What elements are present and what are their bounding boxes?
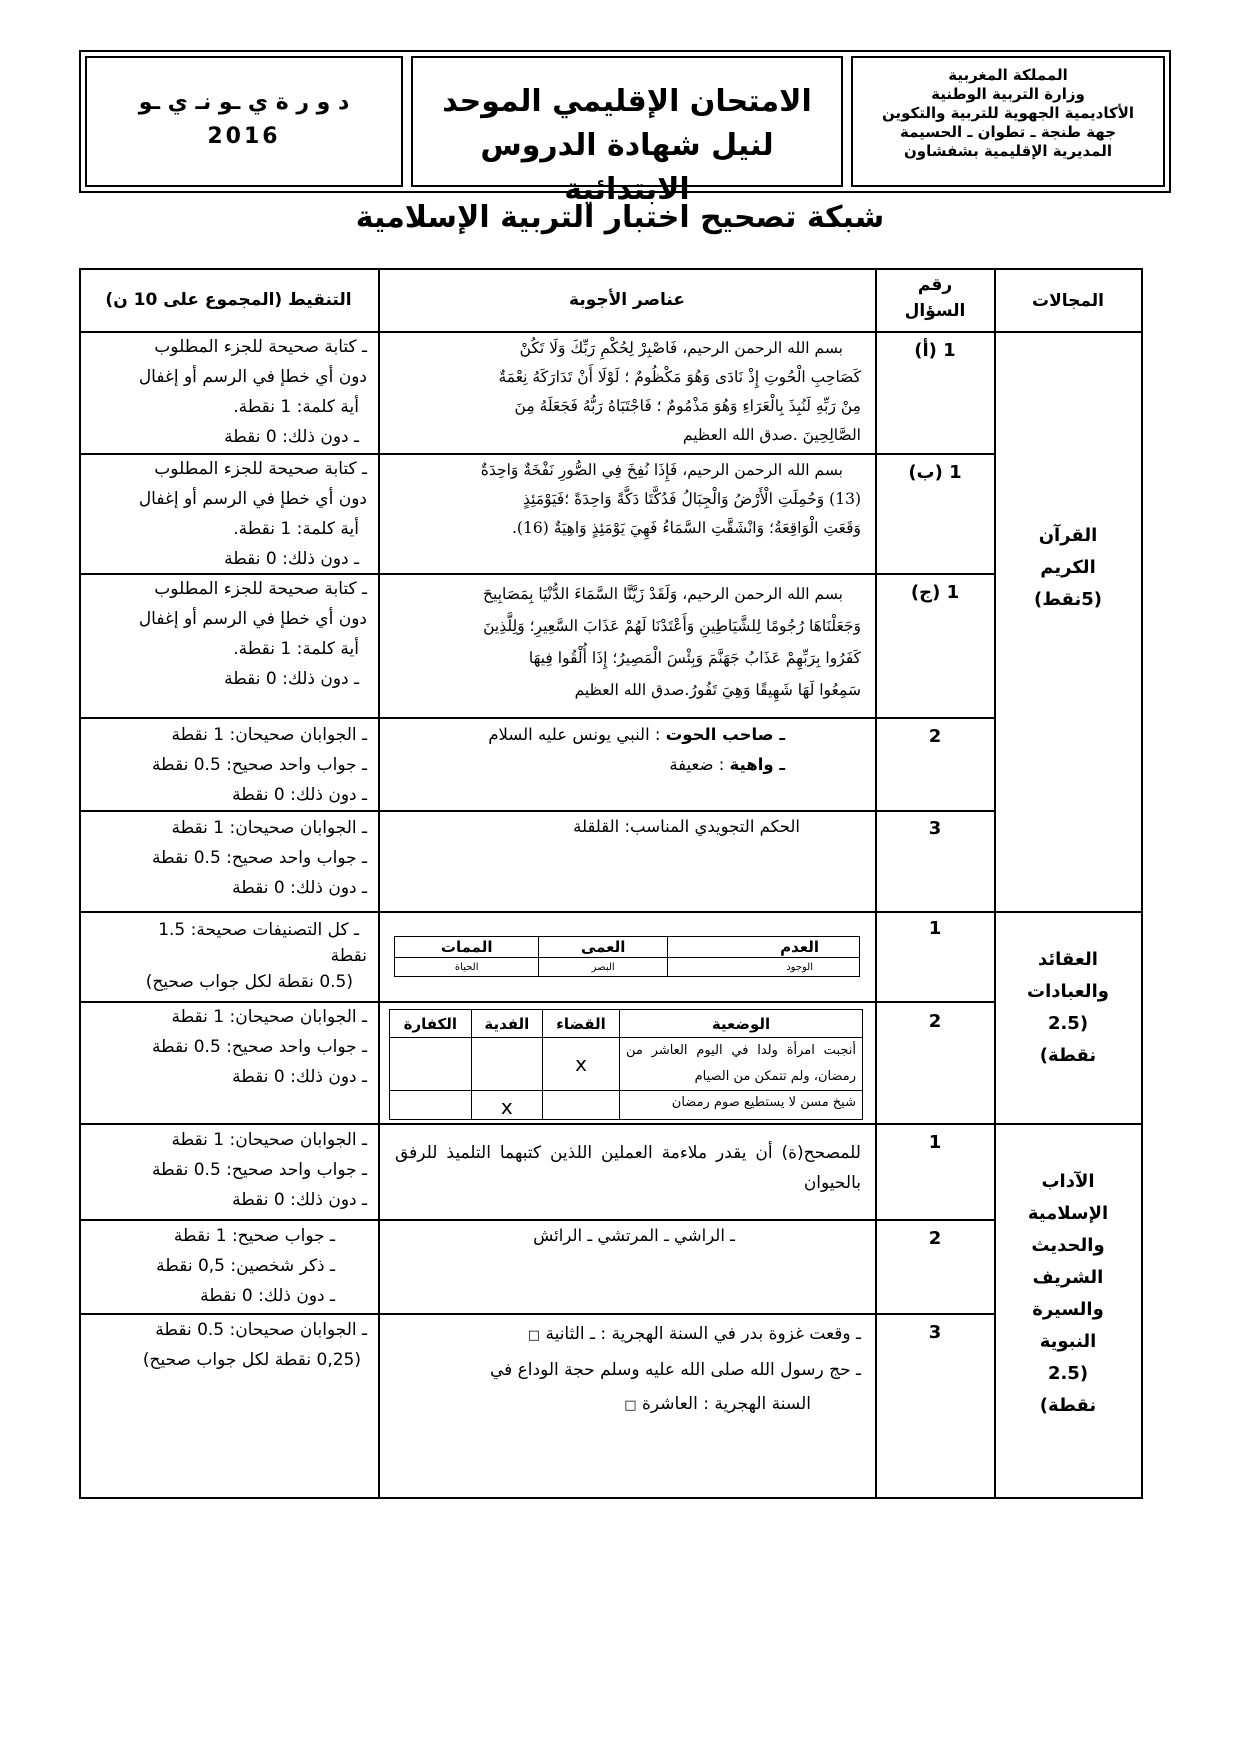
grading-line: ـ ذكر شخصين: 0,5 نقطة xyxy=(156,1256,335,1276)
classification-value: البصر xyxy=(539,958,668,977)
answer-line: بسم الله الرحمن الرحيم، فَإِذَا نُفِخَ فِي الصُّورِ نَفْخَةٌ وَاحِدَةٌ xyxy=(480,461,843,479)
grading-line: ـ الجوابان صحيحان: 1 نقطة xyxy=(171,1130,367,1150)
domain-line: الآداب xyxy=(1041,1171,1095,1192)
exam-title-line2: لنيل شهادة الدروس الابتدائية xyxy=(480,128,774,207)
fidya-mark: x xyxy=(471,1091,542,1120)
definition: : النبي يونس عليه السلام xyxy=(488,725,666,744)
institution-line: الأكاديمية الجهوية للتربية والتكوين xyxy=(881,104,1135,122)
answer-line: كَفَرُوا بِرَبِّهِمْ عَذَابُ جَهَنَّمَ وَبِئْسَ الْمَصِيرُ؛ إِذَا أُلْقُوا فِيهَا xyxy=(528,649,861,667)
domain-adab xyxy=(995,1166,1141,1422)
domain-line: نقطة) xyxy=(1039,1045,1097,1066)
header-institution-box xyxy=(851,56,1165,187)
domain-line: (2.5 xyxy=(1047,1013,1089,1034)
grading-line: ـ دون ذلك: 0 نقطة xyxy=(232,878,367,898)
grading-line: ـ دون ذلك: 0 نقطة xyxy=(232,785,367,805)
question-number: 1 xyxy=(928,918,942,939)
grading-line: ـ دون ذلك: 0 نقطة xyxy=(224,549,359,569)
empty-cell xyxy=(390,1091,472,1120)
institution-line: المملكة المغربية xyxy=(948,66,1068,84)
answer-line xyxy=(389,1317,861,1353)
situations-header: الفدية xyxy=(471,1010,542,1038)
qada-mark: x xyxy=(542,1038,619,1091)
answer-line: كَصَاحِبِ الْحُوتِ إِذْ نَادَى وَهُوَ مَكْظُومٌ ؛ لَوْلَا أَنْ تَدَارَكَهُ نِعْمَةٌ xyxy=(498,368,861,386)
grading-line: ـ الجوابان صحيحان: 1 نقطة xyxy=(171,1007,367,1027)
grading-line: ـ دون ذلك: 0 نقطة xyxy=(224,427,359,447)
answer-line: ـ حج رسول الله صلى الله عليه وسلم حجة الوداع في xyxy=(489,1360,861,1380)
answer-quran-a xyxy=(395,334,861,450)
grading-r5 xyxy=(85,813,367,903)
header-grading: التنقيط (المجموع على 10 ن) xyxy=(105,290,352,310)
institution-line: وزارة التربية الوطنية xyxy=(931,85,1085,103)
institution-line: جهة طنجة ـ تطوان ـ الحسيمة xyxy=(899,123,1117,141)
classification-header: العدم xyxy=(667,937,859,958)
grading-r7 xyxy=(85,1002,367,1092)
situations-header: الكفارة xyxy=(390,1010,472,1038)
domain-line: القرآن xyxy=(1038,525,1098,546)
domain-line: نقطة) xyxy=(1039,1395,1097,1416)
domain-line: والعبادات xyxy=(1027,981,1109,1002)
situation-cell: شيخ مسن لا يستطيع صوم رمضان xyxy=(620,1091,863,1120)
domain-line: والسيرة xyxy=(1032,1299,1104,1320)
grading-r9 xyxy=(85,1221,367,1311)
grading-line: نقطة xyxy=(330,946,367,966)
term: ـ واهية xyxy=(729,755,785,774)
header-qnum-line1: رقم xyxy=(917,275,953,295)
answer-line: بسم الله الرحمن الرحيم، وَلَقَدْ زَيَّنَّا السَّمَاءَ الدُّنْيَا بِمَصَابِيحَ xyxy=(483,585,843,603)
answer-line: سَمِعُوا لَهَا شَهِيقًا وَهِيَ تَفُورُ.صدق الله العظيم xyxy=(574,681,861,699)
header-session-box xyxy=(85,56,403,187)
question-number: 3 xyxy=(928,818,942,839)
classification-header: العمى xyxy=(539,937,668,958)
domain-line: (2.5 xyxy=(1047,1363,1089,1384)
institution-line: المديرية الإقليمية بشفشاون xyxy=(903,142,1112,160)
answer-line xyxy=(389,1387,861,1423)
situations-table xyxy=(389,1009,863,1120)
session-label: د و ر ة ي ـو نـ ي ـو xyxy=(138,90,350,115)
grading-line: ـ جواب واحد صحيح: 0.5 نقطة xyxy=(151,1160,367,1180)
classification-value: الحياة xyxy=(395,958,539,977)
answer-line: وَجَعَلْنَاهَا رُجُومًا لِلشَّيَاطِينِ وَأَعْتَدْنَا لَهُمْ عَذَابَ السَّعِيرِ؛ وَلِلَّذِينَ xyxy=(483,617,861,635)
grading-line: ـ دون ذلك: 0 نقطة xyxy=(232,1067,367,1087)
domain-line: العقائد xyxy=(1038,949,1098,970)
grading-line: ـ جواب واحد صحيح: 0.5 نقطة xyxy=(151,1037,367,1057)
empty-cell xyxy=(471,1038,542,1091)
domain-line: (5نقط) xyxy=(1034,589,1102,610)
answer-quran-c xyxy=(395,578,861,706)
checkbox-icon: □ xyxy=(527,1328,541,1343)
domain-aqaid xyxy=(995,944,1141,1072)
checkbox-icon: □ xyxy=(624,1398,637,1413)
answer-line: بسم الله الرحمن الرحيم، فَاصْبِرْ لِحُكْمِ رَبِّكَ وَلَا تَكُنْ xyxy=(519,339,843,357)
grading-line: ـ كتابة صحيحة للجزء المطلوب xyxy=(154,459,367,479)
domain-line: الكريم xyxy=(1040,557,1096,578)
grading-line: ـ جواب واحد صحيح: 0.5 نقطة xyxy=(151,848,367,868)
situations-header: الوضعية xyxy=(620,1010,863,1038)
grading-line: ـ دون ذلك: 0 نقطة xyxy=(232,1190,367,1210)
grading-line: ـ دون ذلك: 0 نقطة xyxy=(200,1286,335,1306)
grading-line: (0.5 نقطة لكل جواب صحيح) xyxy=(145,972,353,992)
grading-line: دون أي خطإ في الرسم أو إغفال xyxy=(138,367,367,387)
grading-line: ـ جواب واحد صحيح: 0.5 نقطة xyxy=(151,755,367,775)
answer-quran-b xyxy=(395,456,861,543)
classification-header: الممات xyxy=(395,937,539,958)
grading-line: ـ كل التصنيفات صحيحة: 1.5 xyxy=(158,920,359,940)
answer-line: وَقَعَتِ الْوَاقِعَةُ؛ وَانْشَقَّتِ السَّمَاءُ فَهِيَ يَوْمَئِذٍ وَاهِيَةٌ (16). xyxy=(512,519,861,537)
question-number: 2 xyxy=(928,1228,942,1249)
grading-line: دون أي خطإ في الرسم أو إغفال xyxy=(138,489,367,509)
classification-value: الوجود xyxy=(667,958,859,977)
header-qnum-line2: السؤال xyxy=(904,301,966,321)
header-exam-title-box xyxy=(411,56,843,207)
grading-line: أية كلمة: 1 نقطة. xyxy=(233,519,359,539)
empty-cell xyxy=(390,1038,472,1091)
row-sep xyxy=(79,717,995,719)
question-number: 1 (ب) xyxy=(908,462,962,483)
domain-line: النبوية xyxy=(1039,1331,1097,1352)
classification-table xyxy=(394,936,860,977)
page-title: شبكة تصحيح اختبار التربية الإسلامية xyxy=(355,200,885,235)
answer-text: السنة الهجرية : العاشرة xyxy=(641,1394,811,1414)
grading-r2 xyxy=(85,454,367,574)
domain-quran xyxy=(995,520,1141,616)
grading-line: أية كلمة: 1 نقطة. xyxy=(233,397,359,417)
answer-bribery: ـ الراشي ـ المرتشي ـ الرائش xyxy=(533,1226,735,1245)
grading-line: أية كلمة: 1 نقطة. xyxy=(233,639,359,659)
definition: : ضعيفة xyxy=(669,755,725,774)
grading-r6 xyxy=(85,915,367,997)
grading-r4 xyxy=(85,720,367,810)
question-number: 1 xyxy=(928,1132,942,1153)
answer-seerah xyxy=(389,1317,861,1423)
answer-text: ـ وقعت غزوة بدر في السنة الهجرية : ـ الثانية xyxy=(545,1324,861,1344)
table-border-right xyxy=(1141,268,1143,1499)
answer-line xyxy=(395,750,785,780)
answer-line: الصَّالِحِينَ .صدق الله العظيم xyxy=(682,426,861,444)
domain-line: الشريف xyxy=(1032,1267,1104,1288)
exam-title-line1: الامتحان الإقليمي الموحد xyxy=(442,84,812,119)
empty-cell xyxy=(542,1091,619,1120)
correction-table xyxy=(79,268,1143,1499)
answer-line: (13) وَحُمِلَتِ الْأَرْضُ وَالْجِبَالُ فَدُكَّتَا دَكَّةً وَاحِدَةً ؛فَيَوْمَئِذٍ xyxy=(523,490,861,508)
table-border-top xyxy=(79,268,1143,270)
grading-r3 xyxy=(85,574,367,694)
grading-line: ـ الجوابان صحيحان: 1 نقطة xyxy=(171,818,367,838)
header-question-number xyxy=(876,272,994,324)
grading-line: ـ كتابة صحيحة للجزء المطلوب xyxy=(154,337,367,357)
header-domains: المجالات xyxy=(1032,291,1104,311)
domain-line: الإسلامية xyxy=(1027,1203,1109,1224)
term: ـ صاحب الحوت xyxy=(665,725,785,744)
answer-line xyxy=(395,720,785,750)
grading-r8 xyxy=(85,1125,367,1215)
grading-line: ـ الجوابان صحيحان: 1 نقطة xyxy=(171,725,367,745)
session-year: 2016 xyxy=(207,124,281,149)
grading-line: ـ كتابة صحيحة للجزء المطلوب xyxy=(154,579,367,599)
question-number: 2 xyxy=(928,726,942,747)
answer-tajweed: الحكم التجويدي المناسب: القلقلة xyxy=(573,817,800,836)
grading-line: ـ الجوابان صحيحان: 0.5 نقطة xyxy=(155,1320,367,1340)
grading-r10 xyxy=(85,1315,367,1375)
domain-line: والحديث xyxy=(1031,1235,1105,1256)
grading-r1 xyxy=(85,332,367,452)
answer-line: مِنْ رَبِّهِ لَنُبِذَ بِالْعَرَاءِ وَهُوَ مَذْمُومٌ ؛ فَاجْتَبَاهُ رَبُّهُ فَجَعَلَهُ مِنَ xyxy=(514,397,861,415)
grading-line: ـ جواب صحيح: 1 نقطة xyxy=(173,1226,335,1246)
domain-sep xyxy=(79,911,1143,913)
situation-cell: أنجبت امرأة ولدا في اليوم العاشر من رمضان، ولم تتمكن من الصيام xyxy=(620,1038,863,1091)
answer-animal-kindness: للمصحح(ة) أن يقدر ملاءمة العملين اللذين كتبهما التلميذ للرفق بالحيوان xyxy=(395,1143,861,1193)
question-number: 1 (ج) xyxy=(910,582,960,603)
grading-line: ـ دون ذلك: 0 نقطة xyxy=(224,669,359,689)
question-number: 2 xyxy=(928,1011,942,1032)
table-border-bottom xyxy=(79,1497,1143,1499)
grading-line: دون أي خطإ في الرسم أو إغفال xyxy=(138,609,367,629)
grading-line: (0,25 نقطة لكل جواب صحيح) xyxy=(142,1350,361,1370)
question-number: 1 (أ) xyxy=(914,340,956,361)
question-number: 3 xyxy=(928,1322,942,1343)
situations-header: القضاء xyxy=(542,1010,619,1038)
header-answers: عناصر الأجوبة xyxy=(569,290,685,310)
answer-vocabulary xyxy=(395,720,785,780)
